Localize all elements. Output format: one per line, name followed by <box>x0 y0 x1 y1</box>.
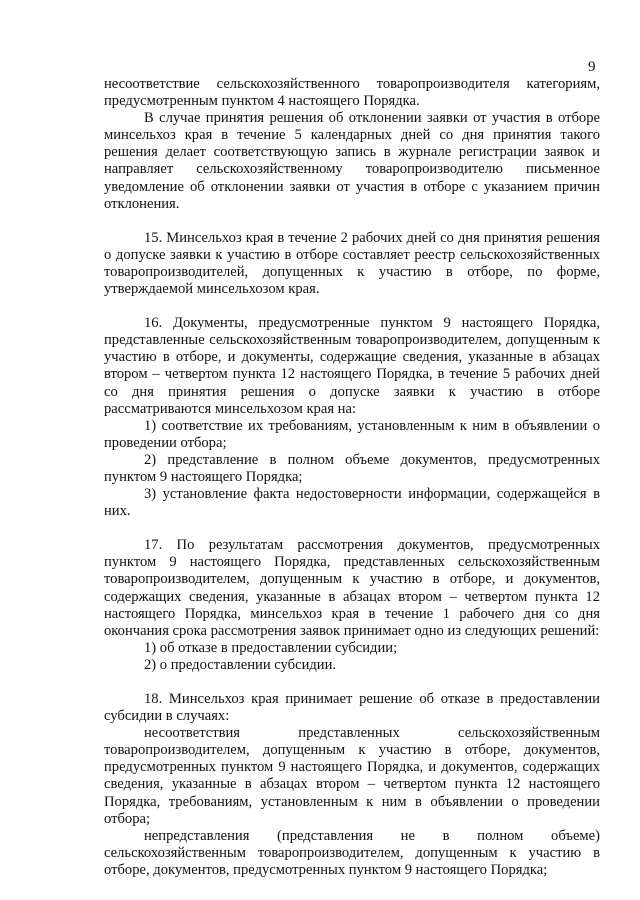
paragraph-item-15: 15. Минсельхоз края в течение 2 рабочих дней со дня принятия решения о допуске заявки к участию в отборе составляет реестр сельскохозяйственных товаропроизводителей, допущенных к участию в отборе, по форме, утверждаемой минсельхозом края. <box>104 229 600 298</box>
paragraph-continuation: несоответствие сельскохозяйственного товаропроизводителя категориям, предусмотренным пунктом 4 настоящего Порядка. <box>104 76 600 110</box>
paragraph-item-16-sub-2: 2) представление в полном объеме документов, предусмотренных пунктом 9 настоящего Порядка; <box>104 451 600 485</box>
paragraph-item-18-case-1: несоответствия представленных сельскохозяйственным товаропроизводителем, допущенным к участию в отборе, документов, предусмотренных пунктом 9 настоящего Порядка, и документов, содержащих сведения, указанные в абзацах втором – четвертом пункта 12 настоящего Порядка, требованиям, установленным к ним в объявлении о проведении отбора; <box>104 725 600 827</box>
paragraph-item-16: 16. Документы, предусмотренные пунктом 9 настоящего Порядка, представленные сельскохозяйственным товаропроизводителем, допущенным к участию в отборе, и документы, содержащие сведения, указанные в абзацах втором – четвертом пункта 12 настоящего Порядка, в течение 5 рабочих дней со дня принятия решения о допуске заявки к участию в отборе рассматриваются минсельхозом края на: <box>104 315 600 417</box>
paragraph-item-17-sub-2: 2) о предоставлении субсидии. <box>144 656 337 673</box>
paragraph-item-17-sub-1: 1) об отказе в предоставлении субсидии; <box>144 639 398 656</box>
paragraph-item-18: 18. Минсельхоз края принимает решение об отказе в предоставлении субсидии в случаях: <box>104 691 600 725</box>
paragraph-item-16-sub-3: 3) установление факта недостоверности информации, содержащейся в них. <box>104 486 600 520</box>
paragraph-item-18-case-2: непредставления (представления не в полном объеме) сельскохозяйственным товаропроизводителем, допущенным к участию в отборе, документов, предусмотренных пунктом 9 настоящего Порядка; <box>104 827 600 878</box>
paragraph-item-16-sub-1: 1) соответствие их требованиям, установленным к ним в объявлении о проведении отбора; <box>104 417 600 451</box>
document-body <box>104 76 600 879</box>
paragraph-item-17: 17. По результатам рассмотрения документов, предусмотренных пунктом 9 настоящего Порядка, представленных сельскохозяйственным товаропроизводителем, допущенным к участию в отборе, и документов, содержащих сведения, указанные в абзацах втором – четвертом пункта 12 настоящего Порядка, минсельхоз края в течение 1 рабочего дня со дня окончания срока рассмотрения заявок принимает одно из следующих решений: <box>104 537 600 639</box>
page-number: 9 <box>588 59 596 75</box>
paragraph-rejection-notice: В случае принятия решения об отклонении заявки от участия в отборе минсельхоз края в течение 5 календарных дней со дня принятия такого решения делает соответствующую запись в журнале регистрации заявок и направляет сельскохозяйственному товаропроизводителю письменное уведомление об отклонении заявки от участия в отборе с указанием причин отклонения. <box>104 110 600 212</box>
